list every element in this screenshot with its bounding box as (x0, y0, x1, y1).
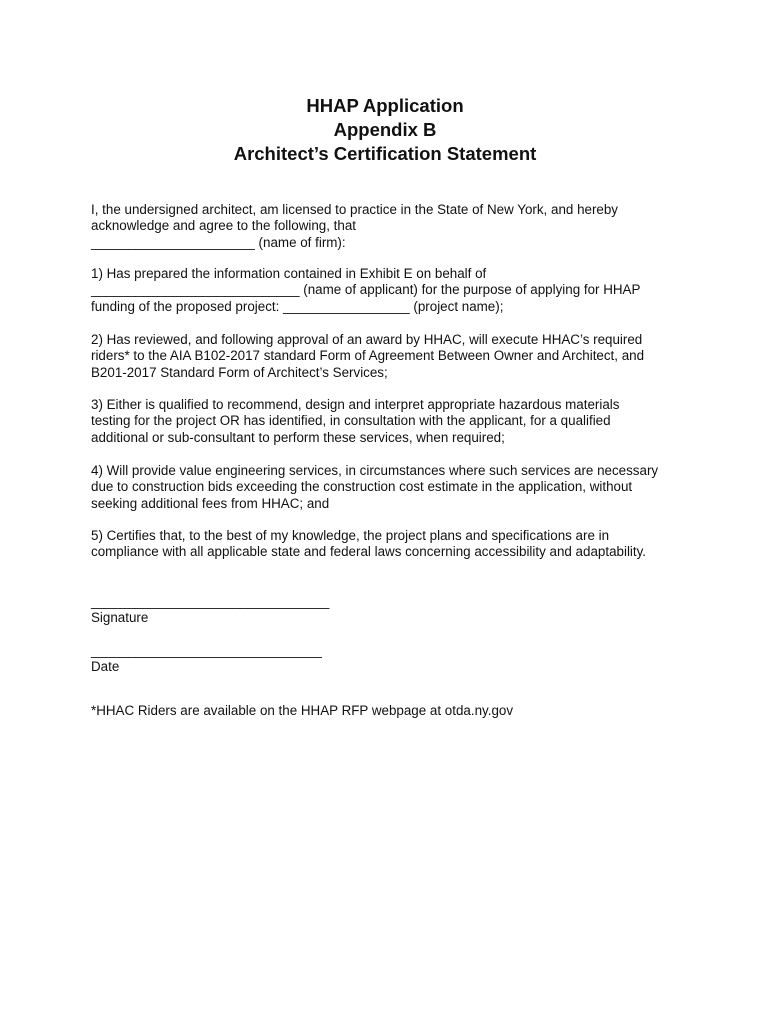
item-line: seeking additional fees from HHAC; and (91, 495, 330, 511)
document-heading: Architect’s Certification Statement (233, 143, 537, 164)
date-label: Date (91, 659, 120, 674)
date-line[interactable]: _______________________________ (91, 643, 322, 658)
item-line: B201-2017 Standard Form of Architect’s Services; (91, 364, 388, 380)
item-line: 2) Has reviewed, and following approval of an award by HHAC, will execute HHAC’s required (91, 332, 643, 347)
certification-item-2 (91, 332, 691, 381)
item-line: additional or sub-consultant to perform these services, when required; (91, 429, 505, 445)
item-line: riders* to the AIA B102-2017 standard Form of Agreement Between Owner and Architect, and (91, 348, 645, 364)
item-line: 3) Either is qualified to recommend, design and interpret appropriate hazardous materials (91, 397, 620, 412)
firm-name-line: ______________________ (name of firm): (91, 234, 346, 250)
applicant-name-line: ____________________________ (name of applicant) for the purpose of applying for HHAP (91, 282, 641, 298)
intro-line: I, the undersigned architect, am licensed to practice in the State of New York, and hereby (91, 202, 619, 217)
intro-paragraph (91, 202, 691, 251)
signature-line[interactable]: ________________________________ (91, 594, 330, 609)
item-line: testing for the project OR has identified, in consultation with the applicant, for a qualified (91, 413, 611, 429)
certification-item-3 (91, 397, 691, 446)
footnote: *HHAC Riders are available on the HHAP RFP webpage at otda.ny.gov (91, 703, 514, 718)
project-name-line: funding of the proposed project: _________________ (project name); (91, 298, 504, 314)
item-line: due to construction bids exceeding the construction cost estimate in the application, without (91, 479, 633, 495)
item-line: 4) Will provide value engineering services, in circumstances where such services are necessary (91, 463, 659, 478)
document-subtitle: Appendix B (333, 119, 437, 140)
item-line: compliance with all applicable state and federal laws concerning accessibility and adaptability. (91, 544, 647, 560)
document-title: HHAP Application (306, 95, 464, 116)
signature-label: Signature (91, 610, 149, 625)
item-line: 1) Has prepared the information contained in Exhibit E on behalf of (91, 266, 487, 281)
item-line: 5) Certifies that, to the best of my knowledge, the project plans and specifications are in (91, 528, 610, 543)
certification-item-1 (91, 266, 691, 315)
title-block (0, 94, 770, 166)
certification-item-5 (91, 528, 691, 561)
certification-item-4 (91, 463, 691, 512)
intro-line: acknowledge and agree to the following, that (91, 218, 357, 234)
